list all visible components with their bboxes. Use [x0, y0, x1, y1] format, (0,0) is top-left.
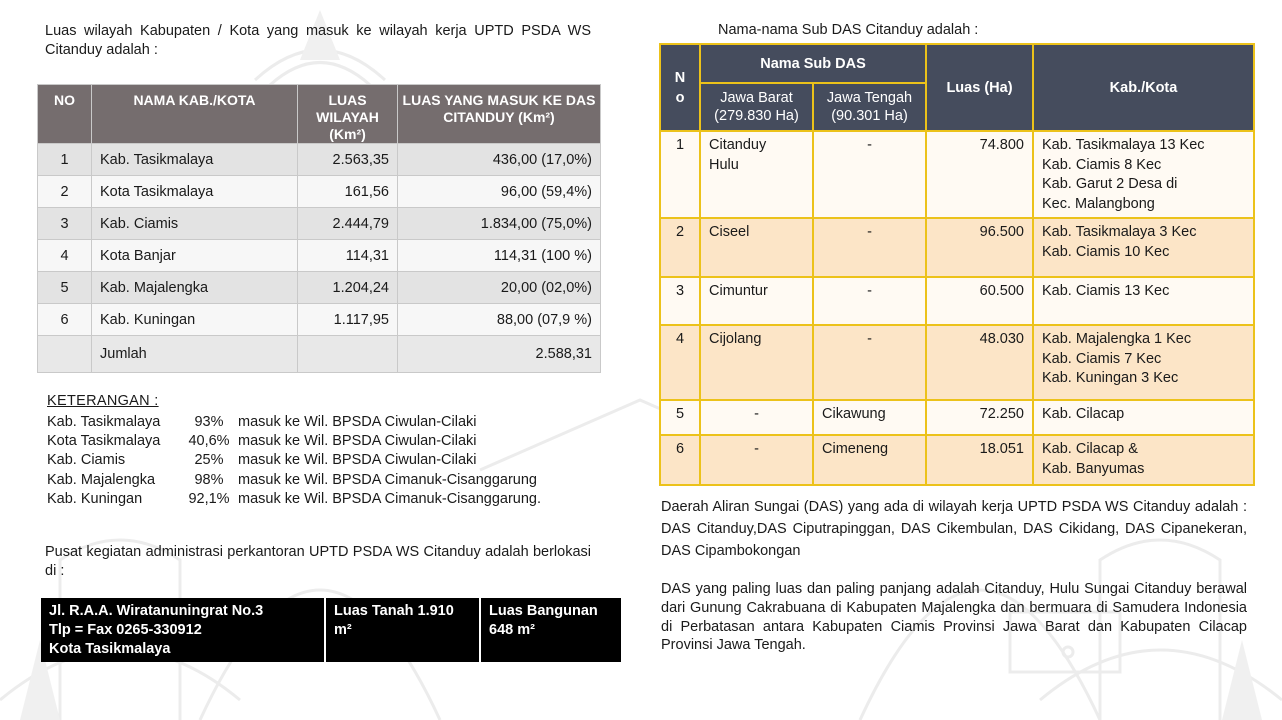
cell-line: -	[754, 441, 759, 457]
cell-jawa-tengah: Cimeneng	[813, 435, 926, 485]
keterangan-list	[47, 413, 541, 509]
cell-luas: 161,56	[298, 176, 398, 208]
sub-das-title: Nama-nama Sub DAS Citanduy adalah :	[718, 22, 979, 38]
cell-das: 436,00 (17,0%)	[398, 144, 601, 176]
cell-no: 3	[38, 208, 92, 240]
header-nama-sub-das: Nama Sub DAS	[700, 44, 926, 83]
cell-nama: Kota Banjar	[92, 240, 298, 272]
cell-kab-kota	[1033, 277, 1254, 325]
keterangan-pct: 92,1%	[188, 490, 230, 507]
cell-luas: 114,31	[298, 240, 398, 272]
cell-nama: Kota Tasikmalaya	[92, 176, 298, 208]
city-line: Kota Tasikmalaya	[49, 641, 171, 657]
header-no: NO	[38, 85, 92, 144]
cell-line: Cimuntur	[709, 283, 768, 299]
cell-luas: 60.500	[926, 277, 1033, 325]
cell-jawa-barat	[700, 435, 813, 485]
header-no-line2: o	[675, 89, 685, 106]
cell-jawa-barat	[700, 131, 813, 218]
keterangan-pct: 98%	[194, 471, 224, 488]
header-no	[660, 44, 700, 131]
keterangan-desc: masuk ke Wil. BPSDA Ciwulan-Cilaki	[238, 433, 477, 450]
kabupaten-area-table	[37, 84, 601, 373]
cell-jawa-barat	[700, 218, 813, 277]
keterangan-pct: 93%	[194, 414, 224, 430]
cell-kab-kota	[1033, 325, 1254, 400]
cell-jawa-barat	[700, 277, 813, 325]
header-das: LUAS YANG MASUK KE DAS CITANDUY (Km²)	[398, 85, 601, 144]
cell-no: 6	[38, 304, 92, 336]
keterangan-desc: masuk ke Wil. BPSDA Cimanuk-Cisanggarung.	[238, 490, 542, 507]
luas-tanah-label: Luas Tanah 1.910	[334, 603, 454, 619]
table-row	[38, 144, 601, 176]
list-item	[47, 471, 541, 490]
header-kab-kota: Kab./Kota	[1033, 44, 1254, 131]
table-header-row	[38, 85, 601, 144]
luas-bangunan-value: 648 m²	[489, 622, 535, 638]
keterangan-title: KETERANGAN :	[47, 393, 159, 409]
cell-line: Kab. Kuningan 3 Kec	[1042, 370, 1179, 386]
cell-line: Kec. Malangbong	[1042, 195, 1155, 212]
luas-tanah-cell	[326, 598, 481, 662]
das-list-text: Daerah Aliran Sungai (DAS) yang ada di wilayah kerja UPTD PSDA WS Citanduy adalah : DAS Citanduy,DAS Ciputrapinggan, DAS Cikembulan, DAS Cikidang, DAS Cipanekeran, DAS Cipambokongan	[661, 499, 1247, 559]
cell-line: Kab. Ciamis 13 Kec	[1042, 283, 1170, 299]
cell-line: Kab. Cilacap &	[1042, 441, 1138, 457]
cell-line: Kab. Tasikmalaya 3 Kec	[1042, 224, 1197, 240]
table-row	[660, 277, 1254, 325]
table-row	[38, 240, 601, 272]
header-nama: NAMA KAB./KOTA	[92, 85, 298, 144]
cell-no: 5	[660, 400, 700, 435]
cell-empty	[298, 336, 398, 373]
total-label: Jumlah	[92, 336, 298, 373]
cell-line: Citanduy	[709, 137, 767, 153]
luas-bangunan-cell	[481, 598, 621, 662]
address-box	[41, 598, 621, 662]
table-row	[38, 304, 601, 336]
address-line: Jl. R.A.A. Wiratanuningrat No.3	[49, 603, 264, 619]
cell-no: 5	[38, 272, 92, 304]
cell-nama: Kab. Kuningan	[92, 304, 298, 336]
cell-das: 88,00 (07,9 %)	[398, 304, 601, 336]
cell-jawa-tengah: -	[813, 218, 926, 277]
cell-no: 2	[38, 176, 92, 208]
cell-line: Kab. Garut 2 Desa di	[1042, 176, 1178, 192]
table-row	[660, 325, 1254, 400]
cell-luas: 2.444,79	[298, 208, 398, 240]
cell-kab-kota	[1033, 400, 1254, 435]
cell-empty	[38, 336, 92, 373]
pusat-text: Pusat kegiatan administrasi perkantoran UPTD PSDA WS Citanduy adalah berlokasi di :	[45, 544, 591, 579]
cell-no: 2	[660, 218, 700, 277]
cell-luas: 1.204,24	[298, 272, 398, 304]
cell-nama: Kab. Majalengka	[92, 272, 298, 304]
cell-das: 96,00 (59,4%)	[398, 176, 601, 208]
phone-line: Tlp = Fax 0265-330912	[49, 622, 202, 638]
luas-tanah-unit: m²	[334, 622, 352, 638]
table-row	[38, 176, 601, 208]
cell-line: -	[754, 406, 759, 422]
cell-line: Kab. Banyumas	[1042, 460, 1145, 477]
cell-kab-kota	[1033, 435, 1254, 485]
cell-luas: 72.250	[926, 400, 1033, 435]
cell-line: Kab. Cilacap	[1042, 406, 1125, 422]
keterangan-kab: Kab. Ciamis	[47, 452, 126, 469]
header-jawa-tengah-name: Jawa Tengah	[826, 90, 913, 106]
header-jawa-tengah-area: (90.301 Ha)	[831, 108, 908, 124]
cell-line: Kab. Ciamis 8 Kec	[1042, 156, 1162, 173]
cell-kab-kota	[1033, 131, 1254, 218]
cell-no: 3	[660, 277, 700, 325]
cell-line: Kab. Majalengka 1 Kec	[1042, 331, 1192, 347]
cell-luas: 48.030	[926, 325, 1033, 400]
table-row	[660, 400, 1254, 435]
intro-text: Luas wilayah Kabupaten / Kota yang masuk ke wilayah kerja UPTD PSDA WS Citanduy adalah :	[45, 23, 591, 58]
keterangan-desc: masuk ke Wil. BPSDA Cimanuk-Cisanggarung	[238, 471, 537, 488]
table-total-row	[38, 336, 601, 373]
cell-das: 114,31 (100 %)	[398, 240, 601, 272]
cell-no: 6	[660, 435, 700, 485]
keterangan-kab: Kab. Kuningan	[47, 490, 143, 507]
cell-no: 4	[660, 325, 700, 400]
keterangan-kab: Kab. Majalengka	[47, 471, 156, 488]
cell-kab-kota	[1033, 218, 1254, 277]
cell-no: 4	[38, 240, 92, 272]
cell-line: Hulu	[709, 156, 739, 173]
table-row	[38, 208, 601, 240]
cell-jawa-tengah: -	[813, 325, 926, 400]
cell-jawa-barat	[700, 400, 813, 435]
cell-luas: 96.500	[926, 218, 1033, 277]
cell-line: Kab. Tasikmalaya 13 Kec	[1042, 137, 1205, 153]
header-jawa-barat-name: Jawa Barat	[720, 90, 793, 106]
cell-jawa-tengah: -	[813, 277, 926, 325]
table-row	[660, 435, 1254, 485]
cell-line: Kab. Ciamis 10 Kec	[1042, 243, 1170, 260]
cell-line: Ciseel	[709, 224, 750, 240]
list-item	[47, 451, 541, 470]
cell-das: 20,00 (02,0%)	[398, 272, 601, 304]
cell-no: 1	[660, 131, 700, 218]
table-row	[660, 131, 1254, 218]
luas-bangunan-label: Luas Bangunan	[489, 603, 598, 619]
keterangan-desc: masuk ke Wil. BPSDA Ciwulan-Cilaki	[238, 414, 477, 430]
cell-nama: Kab. Ciamis	[92, 208, 298, 240]
table-row	[38, 272, 601, 304]
cell-line: Kab. Ciamis 7 Kec	[1042, 350, 1162, 367]
table-row	[660, 218, 1254, 277]
header-jawa-barat-area: (279.830 Ha)	[714, 108, 799, 124]
sub-das-table	[659, 43, 1255, 486]
das-terluas-text: DAS yang paling luas dan paling panjang adalah Citanduy, Hulu Sungai Citanduy berawal dari Gunung Cakrabuana di Kabupaten Majalengka dan bermuara di Samudera Indonesia di Perbatasan antara Kabupaten Ciamis Provinsi Jawa Barat dan Kabupaten Cilacap Provinsi Jawa Tengah.	[661, 581, 1247, 654]
header-jawa-barat	[700, 83, 813, 131]
keterangan-pct: 40,6%	[188, 433, 230, 450]
header-no-line1: N	[674, 69, 686, 86]
list-item	[47, 432, 541, 451]
cell-jawa-tengah: Cikawung	[813, 400, 926, 435]
cell-luas: 18.051	[926, 435, 1033, 485]
address-cell	[41, 598, 326, 662]
cell-jawa-tengah: -	[813, 131, 926, 218]
header-luas: LUAS WILAYAH (Km²)	[298, 85, 398, 144]
header-jawa-tengah	[813, 83, 926, 131]
keterangan-desc: masuk ke Wil. BPSDA Ciwulan-Cilaki	[238, 452, 477, 469]
cell-no: 1	[38, 144, 92, 176]
cell-nama: Kab. Tasikmalaya	[92, 144, 298, 176]
cell-jawa-barat	[700, 325, 813, 400]
total-value: 2.588,31	[398, 336, 601, 373]
table-header-row	[660, 44, 1254, 83]
header-luas: Luas (Ha)	[926, 44, 1033, 131]
keterangan-pct: 25%	[194, 452, 224, 469]
cell-luas: 1.117,95	[298, 304, 398, 336]
keterangan-kab: Kota Tasikmalaya	[47, 433, 161, 450]
keterangan-kab: Kab. Tasikmalaya	[47, 414, 161, 430]
list-item	[47, 490, 541, 509]
cell-line: Cijolang	[709, 331, 762, 347]
cell-das: 1.834,00 (75,0%)	[398, 208, 601, 240]
cell-luas: 2.563,35	[298, 144, 398, 176]
list-item	[47, 413, 541, 432]
cell-luas: 74.800	[926, 131, 1033, 218]
